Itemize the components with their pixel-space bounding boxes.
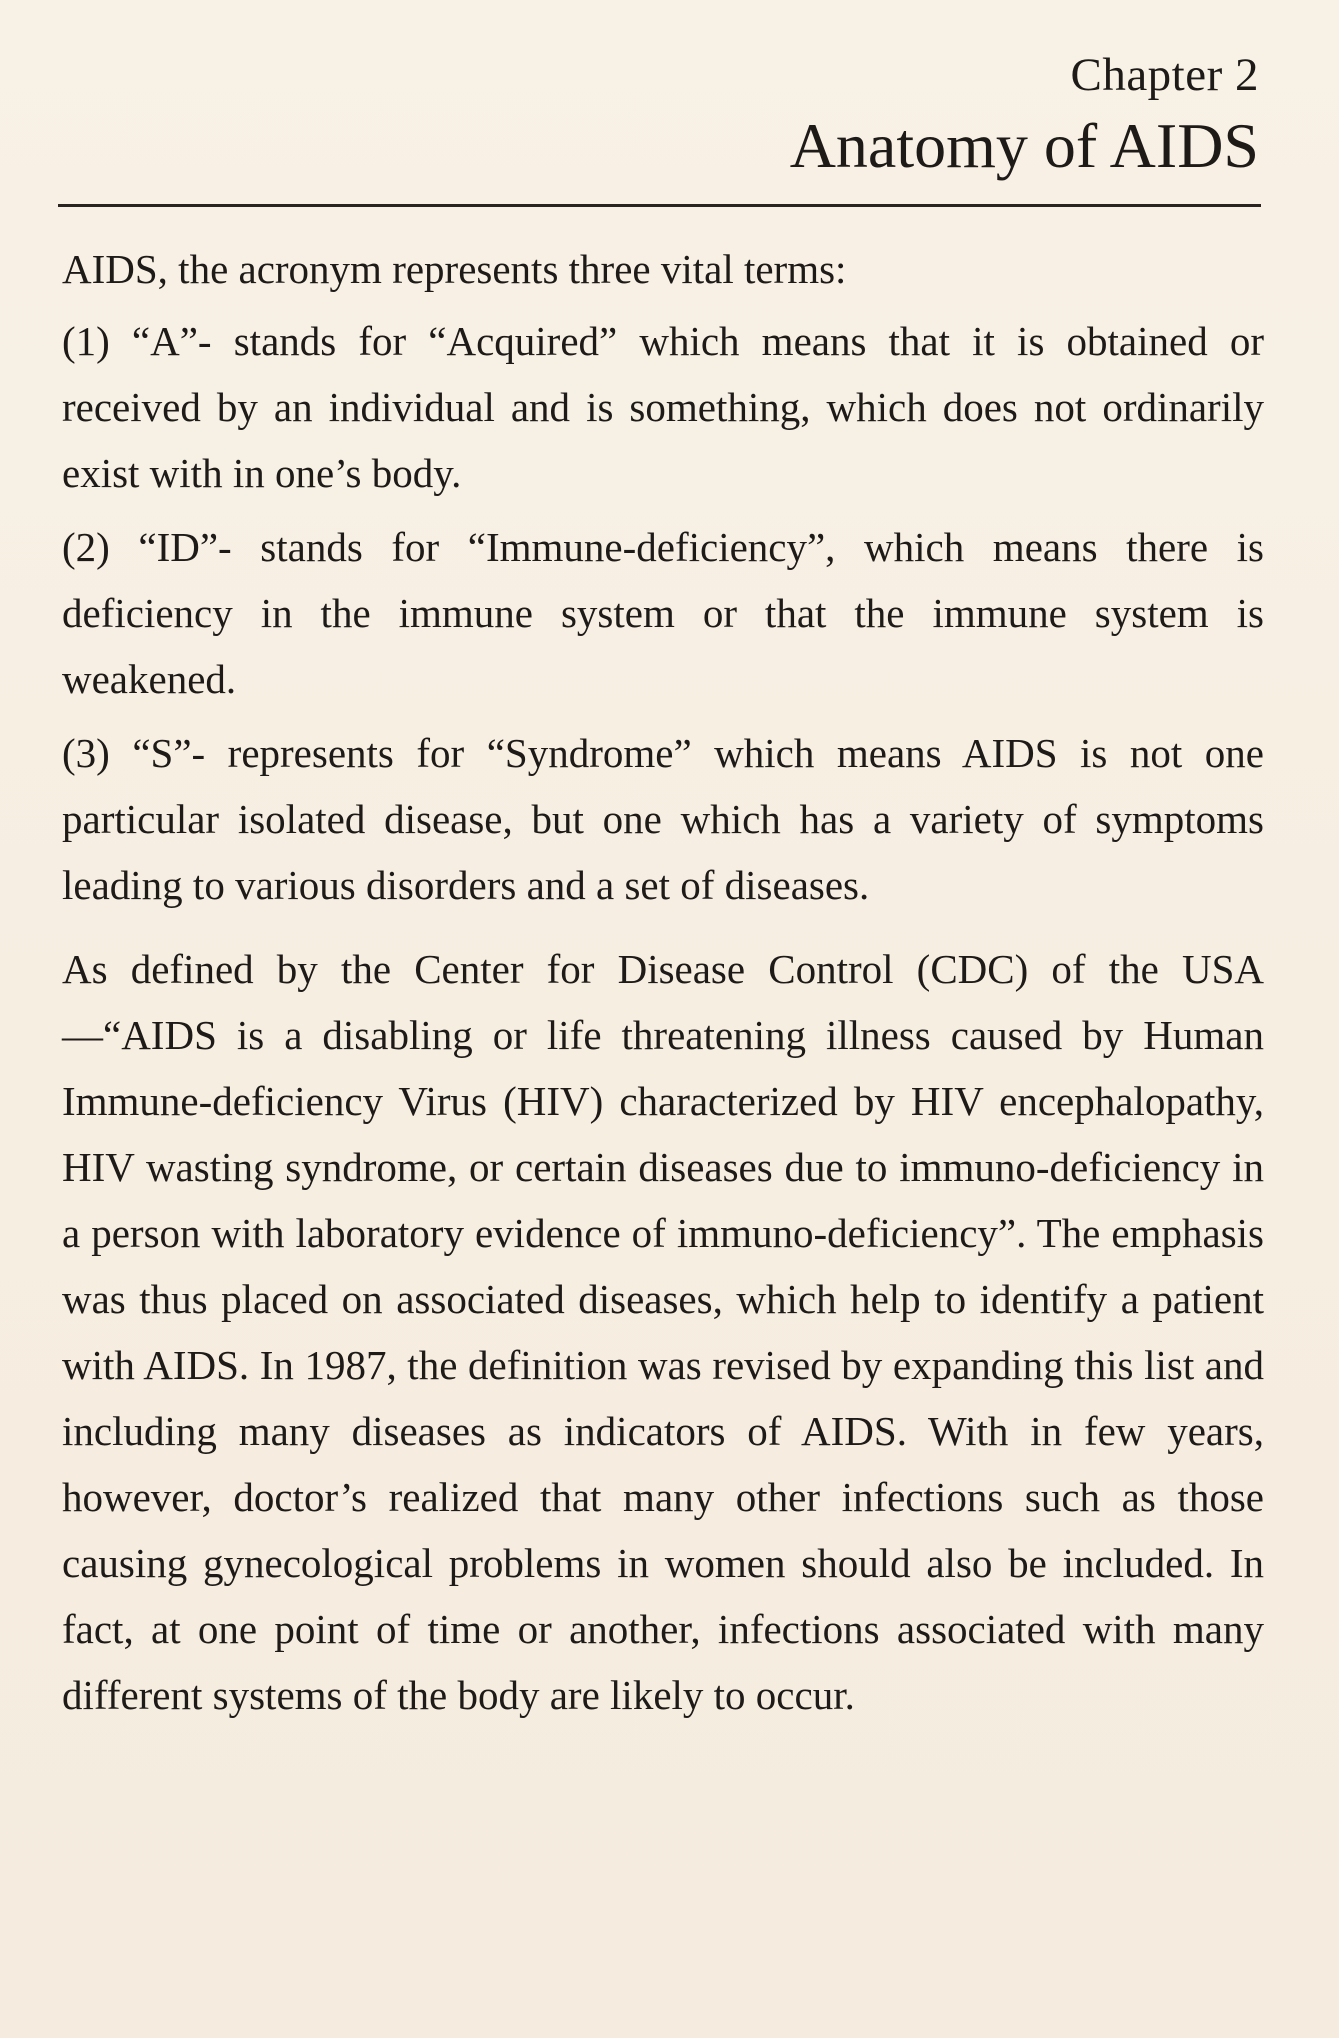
term-acquired: (1) “A”- stands for “Acquired” which means that it is obtained or received by an individual and is something, which does not ordinarily exist with in one’s body.: [62, 318, 1264, 496]
term-syndrome: (3) “S”- represents for “Syndrome” which means AIDS is not one particular isolated disease, but one which has a variety of symptoms leading to various disorders and a set of diseases.: [62, 730, 1264, 908]
term-immune-deficiency: (2) “ID”- stands for “Immune-deficiency”, which means there is deficiency in the immune system or that the immune system is weakened.: [62, 524, 1264, 702]
cdc-definition-paragraph: As defined by the Center for Disease Control (CDC) of the USA—“AIDS is a disabling or life threatening illness caused by Human Immune-deficiency Virus (HIV) characterized by HIV encephalopathy, HIV wasting syndrome, or certain diseases due to immuno-deficiency in a person with laboratory evidence of immuno-deficiency”. The emphasis was thus placed on associated diseases, which help to identify a patient with AIDS. In 1987, the definition was revised by expanding this list and including many diseases as indicators of AIDS. With in few years, however, doctor’s realized that many other infections such as those causing gynecological problems in women should also be included. In fact, at one point of time or another, infections associated with many different systems of the body are likely to occur.: [62, 946, 1264, 1718]
header-divider: [58, 204, 1261, 207]
chapter-label: Chapter 2: [1070, 49, 1259, 101]
intro-paragraph: AIDS, the acronym represents three vital terms:: [62, 246, 847, 292]
chapter-title: Anatomy of AIDS: [789, 109, 1259, 181]
chapter-body: [62, 236, 1264, 1728]
chapter-header: [790, 50, 1259, 184]
